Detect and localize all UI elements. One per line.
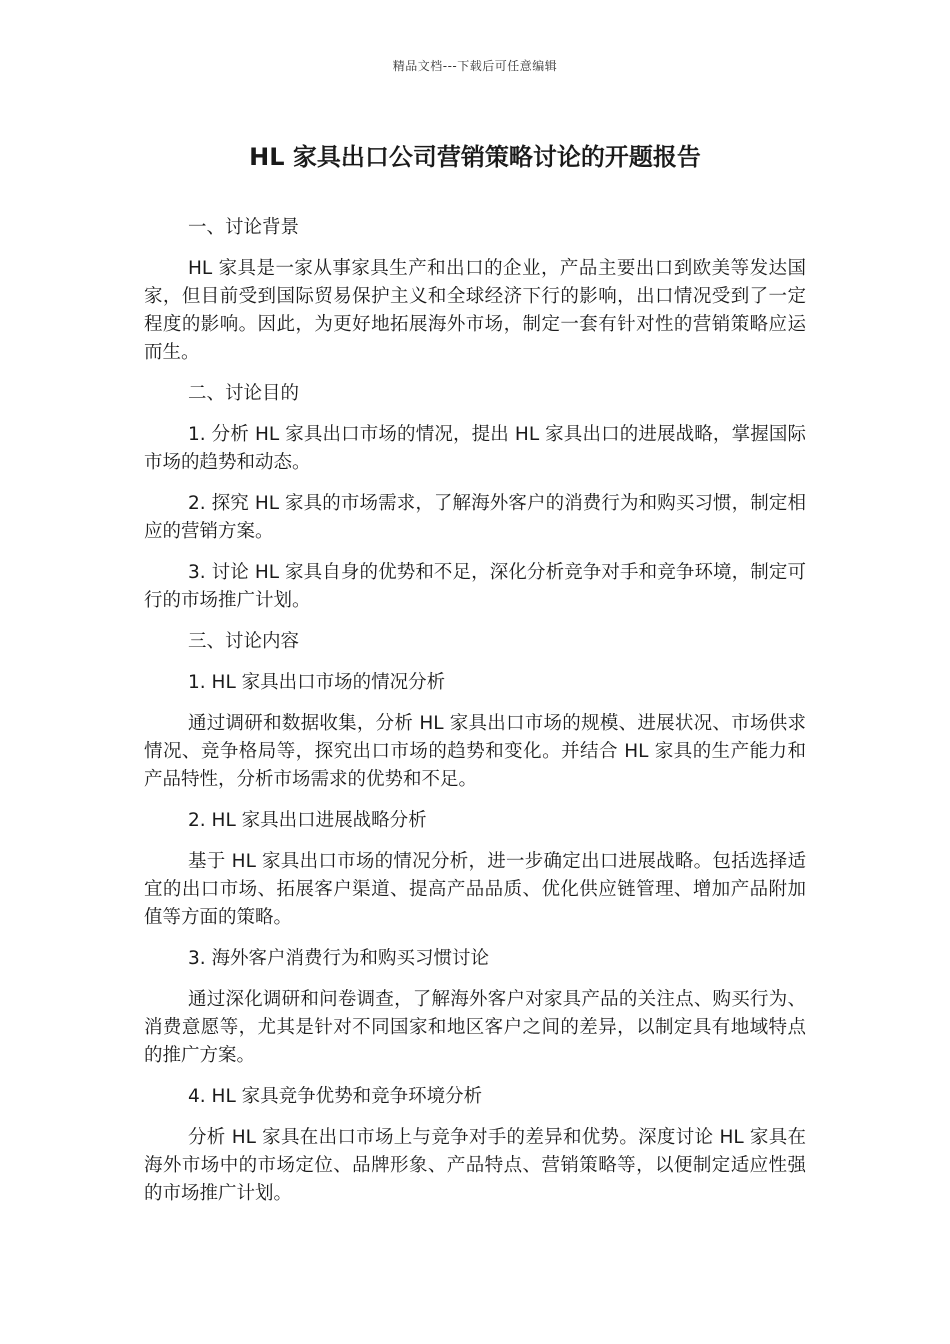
purpose-item-3: 3. 讨论 HL 家具自身的优势和不足，深化分析竞争对手和竞争环境，制定可行的市场推广计划。 [144,562,806,611]
document-title: HL 家具出口公司营销策略讨论的开题报告 [249,143,701,171]
content-subheading-1: 1. HL 家具出口市场的情况分析 [188,672,446,693]
purpose-item-2: 2. 探究 HL 家具的市场需求，了解海外客户的消费行为和购买习惯，制定相应的营销方案。 [144,493,806,542]
content-paragraph-1: 通过调研和数据收集，分析 HL 家具出口市场的规模、进展状况、市场供求情况、竞争格局等，探究出口市场的趋势和变化。并结合 HL 家具的生产能力和产品特性，分析市场需求的优势和不足。 [144,713,806,790]
header-note: 精品文档---下载后可任意编辑 [392,59,558,73]
section-heading-background: 一、讨论背景 [188,217,300,238]
section-heading-purpose: 二、讨论目的 [188,383,300,404]
content-paragraph-4: 分析 HL 家具在出口市场上与竞争对手的差异和优势。深度讨论 HL 家具在海外市场中的市场定位、品牌形象、产品特点、营销策略等，以便制定适应性强的市场推广计划。 [144,1127,806,1204]
purpose-item-1: 1. 分析 HL 家具出口市场的情况，提出 HL 家具出口的进展战略，掌握国际市场的趋势和动态。 [144,424,806,473]
content-subheading-2: 2. HL 家具出口进展战略分析 [188,810,427,831]
section-heading-content: 三、讨论内容 [188,631,300,652]
paragraph-background: HL 家具是一家从事家具生产和出口的企业，产品主要出口到欧美等发达国家，但目前受到国际贸易保护主义和全球经济下行的影响，出口情况受到了一定程度的影响。因此，为更好地拓展海外市场，制定一套有针对性的营销策略应运而生。 [144,258,806,363]
content-paragraph-2: 基于 HL 家具出口市场的情况分析，进一步确定出口进展战略。包括选择适宜的出口市场、拓展客户渠道、提高产品品质、优化供应链管理、增加产品附加值等方面的策略。 [144,851,806,928]
document-body [144,214,806,1221]
content-subheading-3: 3. 海外客户消费行为和购买习惯讨论 [188,948,490,969]
content-paragraph-3: 通过深化调研和问卷调查，了解海外客户对家具产品的关注点、购买行为、消费意愿等，尤其是针对不同国家和地区客户之间的差异，以制定具有地域特点的推广方案。 [144,989,806,1066]
content-subheading-4: 4. HL 家具竞争优势和竞争环境分析 [188,1086,483,1107]
